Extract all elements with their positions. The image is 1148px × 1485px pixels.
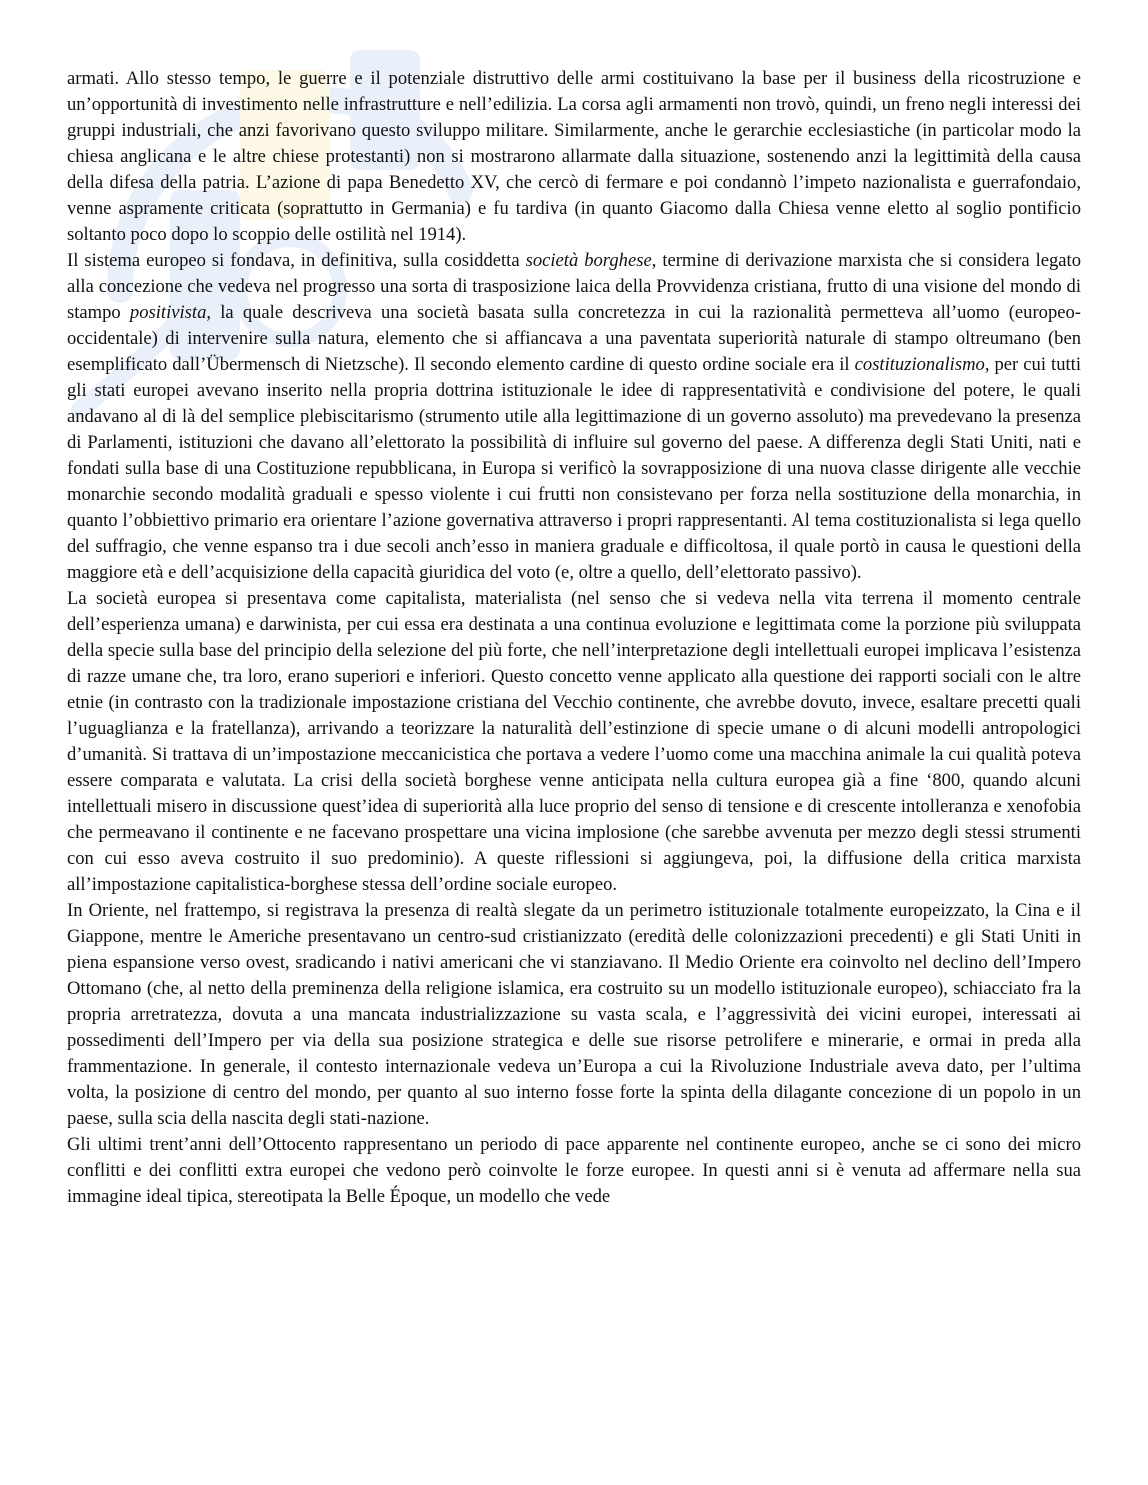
italic-term: positivista	[129, 302, 207, 323]
paragraph	[67, 898, 1081, 1132]
document-body	[67, 66, 1081, 1210]
italic-term: costituzionalismo	[854, 354, 985, 375]
paragraph-text: , termine di derivazione marxista che si considera legato alla concezione che vedeva nel progresso una sorta di trasposizione laica della Provvidenza cristiana, frutto di una visione del mondo di stampo	[67, 250, 1082, 323]
paragraph-text: In Oriente, nel frattempo, si registrava la presenza di realtà slegate da un perimetro istituzionale totalmente europeizzato, la Cina e il Giappone, mentre le Americhe presentavano un centro-sud cristianizzato (eredità delle colonizzazioni precedenti) e gli Stati Uniti in piena espansione verso ovest, sradicando i nativi americani che vi stanziavano. Il Medio Oriente era coinvolto nel declino dell’Impero Ottomano (che, al netto della preminenza della religione islamica, era costruito su un modello istituzionale europeo), schiacciato fra la propria arretratezza, dovuta a una mancata industrializzazione su vasta scala, e l’aggressività dei vicini europei, interessati ai possedimenti dell’Impero per via della sua posizione strategica e delle sue risorse petrolifere e minerarie, e ormai in preda alla frammentazione. In generale, il contesto internazionale vedeva un’Europa a cui la Rivoluzione Industriale aveva dato, per l’ultima volta, la posizione di centro del mondo, per quanto al suo interno fosse forte la spinta della dilagante concezione di un popolo in un paese, sulla scia della nascita degli stati-nazione.	[67, 900, 1081, 1129]
paragraph-text: Il sistema europeo si fondava, in definitiva, sulla cosiddetta	[67, 250, 526, 271]
paragraph	[67, 248, 1081, 586]
paragraph-text: armati. Allo stesso tempo, le guerre e il potenziale distruttivo delle armi costituivano la base per il business della ricostruzione e un’opportunità di investimento nelle infrastrutture e nell’edilizia. La corsa agli armamenti non trovò, quindi, un freno negli interessi dei gruppi industriali, che anzi favorivano questo sviluppo militare. Similarmente, anche le gerarchie ecclesiastiche (in particolar modo la chiesa anglicana e le altre chiese protestanti) non si mostrarono allarmate dalla situazione, sostenendo anzi la legittimità della causa della difesa della patria. L’azione di papa Benedetto XV, che cercò di fermare e poi condannò l’impeto nazionalista e guerrafondaio, venne aspramente criticata (soprattutto in Germania) e fu tardiva (in quanto Giacomo dalla Chiesa venne eletto al soglio pontificio soltanto poco dopo lo scoppio delle ostilità nel 1914).	[67, 68, 1081, 245]
paragraph-text: , per cui tutti gli stati europei avevano inserito nella propria dottrina istituzionale le idee di rappresentatività e condivisione del potere, le quali andavano al di là del semplice plebiscitarismo (strumento utile alla legittimazione di un governo assoluto) ma prevedevano la presenza di Parlamenti, istituzioni che davano all’elettorato la possibilità di influire sul governo del paese. A differenza degli Stati Uniti, nati e fondati sulla base di una Costituzione repubblicana, in Europa si verificò la sovrapposizione di una nuova classe dirigente alle vecchie monarchie secondo modalità graduali e spesso violente i cui frutti non consistevano per forza nella sostituzione della monarchia, in quanto l’obbiettivo primario era orientare l’azione governativa attraverso i propri rappresentanti. Al tema costituzionalista si lega quello del suffragio, che venne espanso tra i due secoli anch’esso in maniera graduale e difficoltosa, il quale portò in causa le questioni della maggiore età e dell’acquisizione della capacità giuridica del voto (e, oltre a quello, dell’elettorato passivo).	[67, 354, 1081, 583]
paragraph	[67, 66, 1081, 248]
paragraph-text: La società europea si presentava come capitalista, materialista (nel senso che si vedeva nella vita terrena il momento centrale dell’esperienza umana) e darwinista, per cui essa era destinata a una continua evoluzione e legittimata come la porzione più sviluppata della specie sulla base del principio della selezione del più forte, che nell’interpretazione degli intellettuali europei implicava l’esistenza di razze umane che, tra loro, erano superiori e inferiori. Questo concetto venne applicato alla questione dei rapporti sociali con le altre etnie (in contrasto con la tradizionale impostazione cristiana del Vecchio continente, che avrebbe dovuto, invece, esaltare precetti quali l’uguaglianza e la fratellanza), arrivando a teorizzare la naturalità dell’estinzione di specie umane o di alcuni modelli antropologici d’umanità. Si trattava di un’impostazione meccanicistica che portava a vedere l’uomo come una macchina animale la cui qualità poteva essere comparata e valutata. La crisi della società borghese venne anticipata nella cultura europea già a fine ‘800, quando alcuni intellettuali misero in discussione quest’idea di superiorità alla luce proprio del senso di tensione e di crescente intolleranza e xenofobia che permeavano il continente e ne facevano prospettare una vicina implosione (che sarebbe avvenuta per mezzo degli stessi strumenti con cui esso aveva costruito il suo predominio). A queste riflessioni si aggiungeva, poi, la diffusione della critica marxista all’impostazione capitalistica-borghese stessa dell’ordine sociale europeo.	[67, 588, 1081, 895]
paragraph-text: Gli ultimi trent’anni dell’Ottocento rappresentano un periodo di pace apparente nel continente europeo, anche se ci sono dei micro conflitti e dei conflitti extra europei che vedono però coinvolte le forze europee. In questi anni si è venuta ad affermare nella sua immagine ideal tipica, stereotipata la Belle Époque, un modello che vede	[67, 1134, 1081, 1207]
paragraph	[67, 1132, 1081, 1210]
paragraph-text: , la quale descriveva una società basata sulla concretezza in cui la razionalità permetteva all’uomo (europeo-occidentale) di intervenire sulla natura, elemento che si affiancava a una paventata superiorità naturale di stampo oltreumano (ben esemplificato dall’Übermensch di Nietzsche). Il secondo elemento cardine di questo ordine sociale era il	[67, 302, 1081, 375]
italic-term: società borghese	[525, 250, 652, 271]
paragraph	[67, 586, 1081, 898]
